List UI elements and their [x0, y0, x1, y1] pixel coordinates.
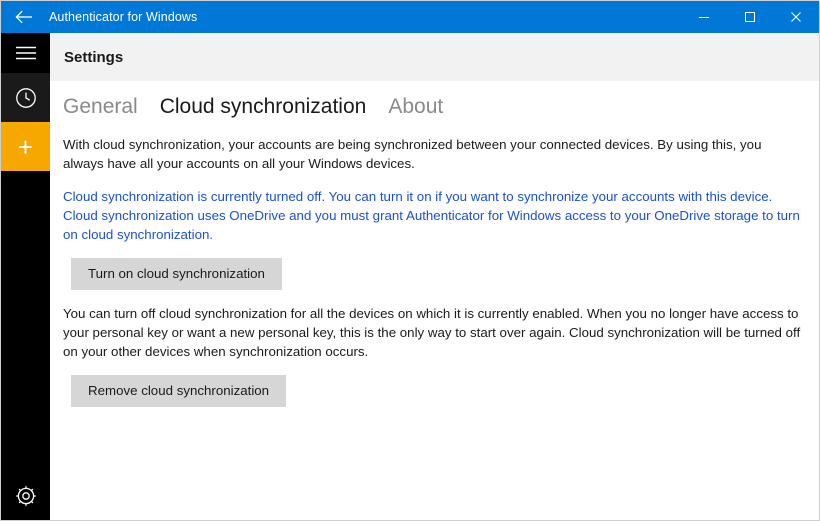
hamburger-icon	[16, 46, 36, 60]
turn-on-cloud-sync-button[interactable]: Turn on cloud synchronization	[71, 258, 282, 290]
rail-spacer	[1, 171, 50, 471]
minimize-button[interactable]	[681, 1, 727, 33]
turn-on-button-row	[71, 258, 803, 304]
tab-about[interactable]: About	[388, 95, 444, 118]
plus-icon: +	[17, 131, 34, 162]
window-body	[1, 33, 819, 520]
remove-button-row	[71, 375, 803, 421]
caption-buttons	[681, 1, 819, 33]
maximize-button[interactable]	[727, 1, 773, 33]
cloud-status-link[interactable]: Cloud synchronization is currently turned off. You can turn it on if you want to synchronize your accounts with this device. Cloud synchronization uses OneDrive and you must grant Authenticator for Windows access to your OneDrive storage to turn on cloud synchronization.	[63, 189, 800, 242]
sidebar-item-codes[interactable]	[1, 73, 50, 122]
remove-cloud-sync-button[interactable]: Remove cloud synchronization	[71, 375, 286, 407]
back-button[interactable]	[1, 1, 47, 33]
page-title: Settings	[64, 48, 124, 66]
tab-cloud-synchronization[interactable]: Cloud synchronization	[159, 95, 367, 118]
settings-header	[50, 33, 819, 81]
content-area	[50, 33, 819, 520]
sidebar-item-add-account[interactable]	[1, 122, 50, 171]
settings-pane	[50, 81, 819, 520]
navigation-rail	[1, 33, 50, 520]
tab-general[interactable]: General	[63, 95, 138, 118]
gear-icon	[14, 484, 38, 508]
intro-paragraph: With cloud synchronization, your accounts are being synchronized between your connected devices. By using this, you always have all your accounts on all your Windows devices.	[63, 137, 762, 171]
close-button[interactable]	[773, 1, 819, 33]
window-title: Authenticator for Windows	[49, 10, 198, 24]
sidebar-item-settings[interactable]	[1, 471, 50, 520]
clock-icon	[15, 87, 37, 109]
removal-paragraph: You can turn off cloud synchronization for all the devices on which it is currently enabled. When you no longer have access to your personal key or want a new personal key, this is the only way to start over again. Cloud synchronization will be turned off on your other devices when synchronization occurs.	[63, 306, 801, 359]
title-bar	[1, 1, 819, 33]
tab-bar	[63, 95, 803, 119]
hamburger-menu-button[interactable]	[1, 33, 50, 73]
